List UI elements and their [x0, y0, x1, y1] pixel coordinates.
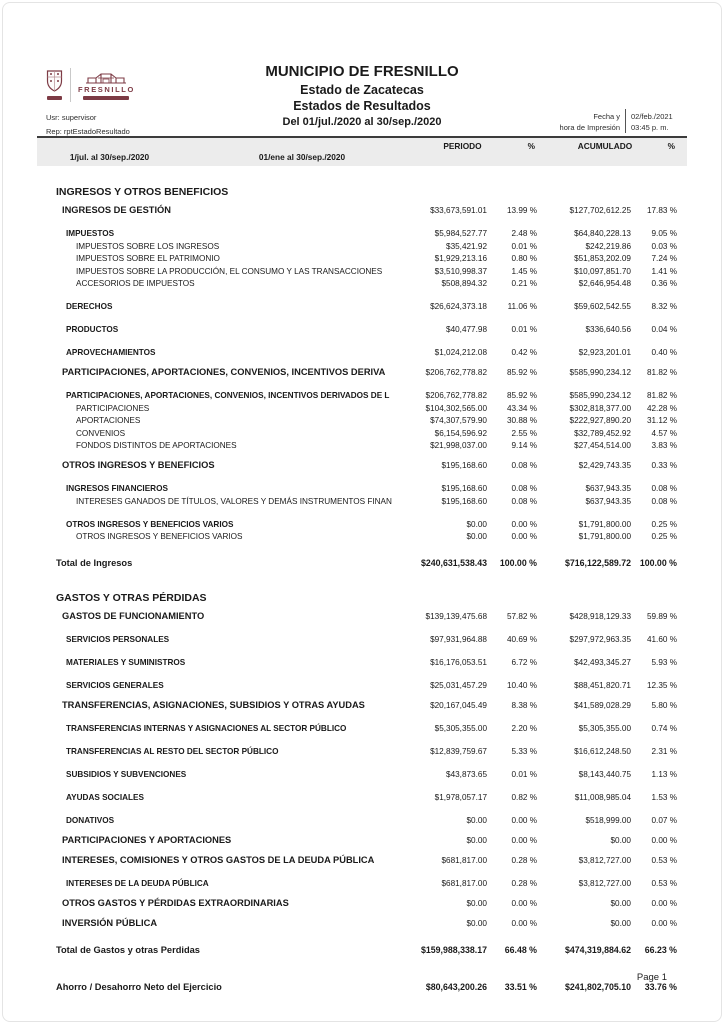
acumulado-amount: $2,646,954.48 [578, 279, 631, 288]
periodo-pct: 13.99 % [506, 206, 537, 215]
periodo-pct: 0.08 % [511, 461, 537, 470]
row-label: PARTICIPACIONES [76, 403, 150, 413]
periodo-amount: $159,988,338.17 [420, 945, 487, 955]
row-label: APROVECHAMIENTOS [66, 348, 156, 357]
periodo-column-subheader: 1/jul. al 30/sep./2020 [69, 152, 150, 162]
table-row [56, 483, 677, 495]
periodo-pct: 0.00 % [511, 519, 537, 529]
periodo-amount: $681,817.00 [441, 856, 487, 865]
periodo-amount: $508,894.32 [441, 279, 487, 288]
row-label: DERECHOS [66, 302, 113, 311]
acumulado-pct: 31.12 % [646, 416, 677, 425]
page-number: Page 1 [636, 972, 667, 983]
periodo-pct: 0.28 % [511, 856, 537, 865]
acumulado-amount: $222,927,890.20 [569, 416, 631, 425]
acumulado-pct: 81.82 % [646, 391, 677, 400]
table-row [56, 746, 677, 758]
periodo-amount: $1,978,057.17 [434, 793, 487, 802]
table-row [56, 241, 677, 253]
section-heading-row [56, 592, 677, 604]
acumulado-amount: $10,097,851.70 [574, 266, 631, 276]
row-label: OTROS INGRESOS Y BENEFICIOS [62, 460, 215, 470]
row-label: TRANSFERENCIAS INTERNAS Y ASIGNACIONES AL SECTOR PÚBLICO [66, 724, 347, 733]
acumulado-pct: 0.00 % [651, 919, 677, 928]
acumulado-amount: $0.00 [610, 899, 631, 908]
acumulado-amount: $302,818,377.00 [569, 403, 631, 413]
acumulado-amount: $88,451,820.71 [574, 681, 631, 690]
periodo-pct: 5.33 % [511, 747, 537, 756]
table-row [56, 440, 677, 452]
acumulado-amount: $716,122,589.72 [564, 558, 631, 568]
table-row [56, 815, 677, 827]
periodo-amount: $5,984,527.77 [434, 229, 487, 238]
row-label: FONDOS DISTINTOS DE APORTACIONES [76, 441, 237, 450]
acumulado-pct: 5.80 % [651, 701, 677, 710]
logo-text: FRESNILLO [78, 84, 135, 94]
report-id-label: Rep: rptEstadoResultado [46, 127, 130, 136]
acumulado-pct: 4.57 % [651, 428, 677, 438]
row-label: PARTICIPACIONES, APORTACIONES, CONVENIOS, INCENTIVOS DERIVADOS DE L [66, 391, 390, 400]
table-row [56, 253, 677, 265]
periodo-amount: $206,762,778.82 [425, 391, 487, 400]
row-label: PARTICIPACIONES, APORTACIONES, CONVENIOS, INCENTIVOS DERIVA [62, 367, 386, 377]
table-row [56, 834, 677, 847]
table-row [56, 657, 677, 669]
periodo-amount: $206,762,778.82 [425, 368, 487, 377]
row-label: TRANSFERENCIAS, ASIGNACIONES, SUBSIDIOS Y OTRAS AYUDAS [62, 700, 365, 710]
table-row [56, 324, 677, 336]
acumulado-pct: 0.25 % [651, 519, 677, 529]
acumulado-pct: 0.74 % [651, 724, 677, 733]
periodo-amount: $74,307,579.90 [430, 416, 487, 425]
periodo-pct: 0.00 % [511, 532, 537, 541]
acumulado-pct: 42.28 % [646, 403, 677, 413]
table-row [56, 228, 677, 240]
periodo-amount: $35,421.92 [446, 241, 487, 251]
table-row [56, 347, 677, 359]
acumulado-amount: $42,493,345.27 [574, 658, 631, 667]
acumulado-amount: $241,802,705.10 [564, 982, 631, 992]
table-row [56, 769, 677, 781]
acumulado-amount: $8,143,440.75 [578, 770, 631, 779]
section-heading-row [56, 186, 677, 198]
periodo-pct: 66.48 % [504, 945, 537, 955]
print-time: 03:45 p. m. [631, 123, 669, 132]
periodo-pct: 0.00 % [511, 919, 537, 928]
acumulado-pct: 2.31 % [651, 747, 677, 756]
total-row [56, 981, 677, 993]
periodo-pct: 0.00 % [511, 816, 537, 825]
table-row [56, 792, 677, 804]
print-info-values [625, 109, 687, 133]
periodo-pct: 43.34 % [506, 403, 537, 413]
row-label: INGRESOS FINANCIEROS [66, 484, 168, 493]
acumulado-pct: 7.24 % [651, 254, 677, 263]
periodo-amount: $240,631,538.43 [420, 558, 487, 568]
acumulado-column-header: ACUMULADO [577, 141, 633, 151]
periodo-amount: $26,624,373.18 [430, 302, 487, 311]
periodo-pct: 100.00 % [499, 558, 537, 568]
acumulado-amount: $59,602,542.55 [574, 302, 631, 311]
row-label: SUBSIDIOS Y SUBVENCIONES [66, 770, 187, 779]
acumulado-pct: 59.89 % [646, 612, 677, 621]
acumulado-pct: 8.32 % [651, 302, 677, 311]
row-label: IMPUESTOS SOBRE LA PRODUCCIÓN, EL CONSUMO Y LAS TRANSACCIONES [76, 266, 383, 276]
acumulado-pct: 1.53 % [651, 793, 677, 802]
row-label: MATERIALES Y SUMINISTROS [66, 658, 186, 667]
row-label: INTERESES DE LA DEUDA PÚBLICA [66, 879, 209, 888]
report-type-subtitle: Estados de Resultados [293, 99, 431, 113]
table-row [56, 699, 677, 712]
acumulado-pct: 9.05 % [651, 229, 677, 238]
acumulado-amount: $16,612,248.50 [574, 747, 631, 756]
acumulado-amount: $297,972,963.35 [569, 635, 631, 644]
table-row [56, 459, 677, 472]
periodo-amount: $3,510,998.37 [434, 266, 487, 276]
periodo-amount: $16,176,053.51 [430, 658, 487, 667]
acumulado-pct: 0.08 % [651, 484, 677, 493]
row-label: INTERESES GANADOS DE TÍTULOS, VALORES Y DEMÁS INSTRUMENTOS FINAN [76, 496, 392, 506]
periodo-amount: $1,929,213.16 [434, 254, 487, 263]
periodo-pct: 40.69 % [506, 635, 537, 644]
periodo-amount: $195,168.60 [441, 461, 487, 470]
state-subtitle: Estado de Zacatecas [300, 83, 424, 97]
acumulado-pct: 0.04 % [651, 325, 677, 334]
periodo-amount: $80,643,200.26 [425, 982, 487, 992]
periodo-amount: $97,931,964.88 [430, 635, 487, 644]
periodo-amount: $0.00 [466, 519, 487, 529]
table-row [56, 723, 677, 735]
user-label: Usr: supervisor [46, 113, 97, 122]
table-row [56, 634, 677, 646]
acumulado-amount: $1,791,800.00 [578, 519, 631, 529]
periodo-pct: 6.72 % [511, 658, 537, 667]
acumulado-pct: 12.35 % [646, 681, 677, 690]
acumulado-amount: $2,923,201.01 [578, 348, 631, 357]
row-label: SERVICIOS GENERALES [66, 681, 164, 690]
acumulado-pct: 0.40 % [651, 348, 677, 357]
acumulado-amount: $0.00 [610, 919, 631, 928]
periodo-amount: $33,673,591.01 [430, 206, 487, 215]
table-row [56, 610, 677, 623]
periodo-amount: $195,168.60 [441, 484, 487, 493]
page-title: MUNICIPIO DE FRESNILLO [265, 63, 459, 80]
acumulado-amount: $3,812,727.00 [578, 856, 631, 865]
acumulado-amount: $585,990,234.12 [569, 391, 631, 400]
acumulado-amount: $51,853,202.09 [574, 254, 631, 263]
periodo-amount: $104,302,565.00 [425, 403, 487, 413]
acumulado-amount: $585,990,234.12 [569, 368, 631, 377]
periodo-amount: $12,839,759.67 [430, 747, 487, 756]
acumulado-amount: $336,640.56 [585, 325, 631, 334]
row-label: ACCESORIOS DE IMPUESTOS [76, 279, 195, 288]
periodo-amount: $0.00 [466, 816, 487, 825]
acumulado-pct: 0.07 % [651, 816, 677, 825]
row-label: IMPUESTOS SOBRE LOS INGRESOS [76, 241, 220, 251]
periodo-pct: 33.51 % [504, 982, 537, 992]
print-info [560, 109, 687, 133]
periodo-pct: 0.82 % [511, 793, 537, 802]
row-label: GASTOS DE FUNCIONAMIENTO [62, 611, 205, 621]
acumulado-pct: 66.23 % [644, 945, 677, 955]
acumulado-amount: $127,702,612.25 [569, 206, 631, 215]
periodo-pct: 0.00 % [511, 899, 537, 908]
acumulado-amount: $5,305,355.00 [578, 724, 631, 733]
row-label: IMPUESTOS [66, 229, 115, 238]
print-label-line1: Fecha y [593, 112, 620, 121]
periodo-amount: $20,167,045.49 [430, 701, 487, 710]
acumulado-amount: $2,429,743.35 [578, 461, 631, 470]
periodo-pct: 2.48 % [511, 229, 537, 238]
periodo-pct: 57.82 % [506, 612, 537, 621]
row-label: Total de Gastos y otras Perdidas [56, 945, 200, 955]
acumulado-pct: 0.08 % [651, 496, 677, 506]
acumulado-pct: 0.03 % [651, 241, 677, 251]
periodo-pct: 0.28 % [511, 879, 537, 888]
table-row [56, 680, 677, 692]
acumulado-amount: $1,791,800.00 [578, 532, 631, 541]
row-label: APORTACIONES [76, 416, 141, 425]
acumulado-column-subheader: 01/ene al 30/sep./2020 [258, 152, 346, 162]
table-row [56, 531, 677, 543]
table-row [56, 519, 677, 531]
row-label: Total de Ingresos [56, 558, 133, 568]
acumulado-pct: 0.00 % [651, 836, 677, 845]
acumulado-pct: 1.41 % [651, 266, 677, 276]
periodo-pct: 85.92 % [506, 391, 537, 400]
periodo-column-header: PERIODO [443, 141, 482, 151]
periodo-amount: $0.00 [466, 899, 487, 908]
row-label: DONATIVOS [66, 816, 115, 825]
acumulado-pct: 33.76 % [644, 982, 677, 992]
periodo-amount: $681,817.00 [441, 879, 487, 888]
row-label: INGRESOS Y OTROS BENEFICIOS [56, 186, 229, 198]
periodo-pct: 0.21 % [511, 279, 537, 288]
print-info-labels [560, 109, 625, 133]
periodo-pct: 0.08 % [511, 496, 537, 506]
periodo-pct: 0.00 % [511, 836, 537, 845]
acumulado-amount: $428,918,129.33 [569, 612, 631, 621]
periodo-pct: 0.80 % [511, 254, 537, 263]
row-label: OTROS INGRESOS Y BENEFICIOS VARIOS [76, 532, 243, 541]
acumulado-pct: 81.82 % [646, 368, 677, 377]
row-label: OTROS INGRESOS Y BENEFICIOS VARIOS [66, 519, 234, 529]
periodo-amount: $25,031,457.29 [430, 681, 487, 690]
acumulado-pct: 100.00 % [639, 558, 677, 568]
periodo-pct: 11.06 % [507, 302, 537, 311]
periodo-pct: 2.55 % [511, 428, 537, 438]
periodo-pct: 0.01 % [511, 770, 537, 779]
table-row [56, 854, 677, 867]
periodo-amount: $0.00 [466, 919, 487, 928]
table-row [56, 366, 677, 379]
periodo-pct: 2.20 % [511, 724, 537, 733]
periodo-amount: $139,139,475.68 [425, 612, 487, 621]
row-label: CONVENIOS [76, 428, 126, 438]
acumulado-amount: $474,319,884.62 [564, 945, 631, 955]
row-label: IMPUESTOS SOBRE EL PATRIMONIO [76, 254, 220, 263]
periodo-amount: $195,168.60 [441, 496, 487, 506]
row-label: INTERESES, COMISIONES Y OTROS GASTOS DE LA DEUDA PÚBLICA [62, 855, 375, 865]
acumulado-amount: $27,454,514.00 [574, 441, 631, 450]
periodo-amount: $43,873.65 [446, 770, 487, 779]
row-label: AYUDAS SOCIALES [66, 793, 144, 802]
periodo-pct: 8.38 % [511, 701, 537, 710]
row-label: SERVICIOS PERSONALES [66, 635, 170, 644]
periodo-amount: $21,998,037.00 [430, 441, 487, 450]
row-label: INVERSIÓN PÚBLICA [62, 918, 158, 928]
print-label-line2: hora de Impresión [559, 123, 620, 132]
acumulado-pct: 0.33 % [651, 461, 677, 470]
table-row [56, 278, 677, 290]
periodo-amount: $1,024,212.08 [434, 348, 487, 357]
table-row [56, 496, 677, 508]
periodo-pct: 30.88 % [506, 416, 537, 425]
acumulado-amount: $41,589,028.29 [574, 701, 631, 710]
report-page [2, 2, 722, 1022]
column-header-band [37, 138, 687, 166]
statement-table [3, 166, 721, 993]
acumulado-amount: $3,812,727.00 [578, 879, 631, 888]
acumulado-pct: 41.60 % [646, 635, 677, 644]
table-row [56, 204, 677, 217]
row-label: PRODUCTOS [66, 325, 119, 334]
periodo-pct: 0.01 % [511, 241, 537, 251]
periodo-amount: $0.00 [466, 532, 487, 541]
acumulado-pct: 0.25 % [651, 532, 677, 541]
periodo-pct: 9.14 % [511, 441, 537, 450]
acumulado-pct-column-header: % [667, 141, 675, 151]
table-row [56, 390, 677, 402]
periodo-pct: 10.40 % [506, 681, 537, 690]
row-label: GASTOS Y OTRAS PÉRDIDAS [56, 592, 207, 604]
row-label: OTROS GASTOS Y PÉRDIDAS EXTRAORDINARIAS [62, 898, 289, 908]
acumulado-amount: $0.00 [610, 836, 631, 845]
acumulado-amount: $518,999.00 [585, 816, 631, 825]
acumulado-amount: $64,840,228.13 [574, 229, 631, 238]
row-label: Ahorro / Desahorro Neto del Ejercicio [56, 982, 222, 992]
acumulado-pct: 17.83 % [646, 206, 677, 215]
table-row [56, 415, 677, 427]
acumulado-amount: $32,789,452.92 [574, 428, 631, 438]
acumulado-pct: 3.83 % [651, 441, 677, 450]
row-label: TRANSFERENCIAS AL RESTO DEL SECTOR PÚBLICO [66, 747, 279, 756]
periodo-amount: $6,154,596.92 [434, 428, 487, 438]
periodo-amount: $40,477.98 [446, 325, 487, 334]
periodo-pct: 85.92 % [506, 368, 537, 377]
acumulado-pct: 0.36 % [651, 279, 677, 288]
acumulado-amount: $637,943.35 [585, 484, 631, 493]
acumulado-pct: 1.13 % [651, 770, 677, 779]
table-row [56, 403, 677, 415]
table-row [56, 897, 677, 910]
acumulado-pct: 0.00 % [651, 899, 677, 908]
acumulado-amount: $11,008,985.04 [574, 793, 631, 802]
table-row [56, 428, 677, 440]
table-row [56, 917, 677, 930]
table-row [56, 301, 677, 313]
periodo-pct: 0.42 % [511, 348, 537, 357]
periodo-amount: $0.00 [466, 836, 487, 845]
acumulado-pct: 5.93 % [651, 658, 677, 667]
table-row [56, 878, 677, 890]
total-row [56, 944, 677, 956]
periodo-amount: $5,305,355.00 [434, 724, 487, 733]
periodo-pct-column-header: % [527, 141, 535, 151]
acumulado-pct: 0.53 % [651, 856, 677, 865]
total-row [56, 557, 677, 569]
periodo-pct: 0.08 % [511, 484, 537, 493]
periodo-pct: 1.45 % [511, 266, 537, 276]
row-label: INGRESOS DE GESTIÓN [62, 205, 171, 215]
acumulado-amount: $242,219.86 [585, 241, 631, 251]
row-label: PARTICIPACIONES Y APORTACIONES [62, 835, 232, 845]
report-period: Del 01/jul./2020 al 30/sep./2020 [282, 116, 442, 128]
acumulado-pct: 0.53 % [651, 879, 677, 888]
print-date: 02/feb./2021 [631, 112, 673, 121]
table-row [56, 266, 677, 278]
periodo-pct: 0.01 % [511, 325, 537, 334]
acumulado-amount: $637,943.35 [585, 496, 631, 506]
